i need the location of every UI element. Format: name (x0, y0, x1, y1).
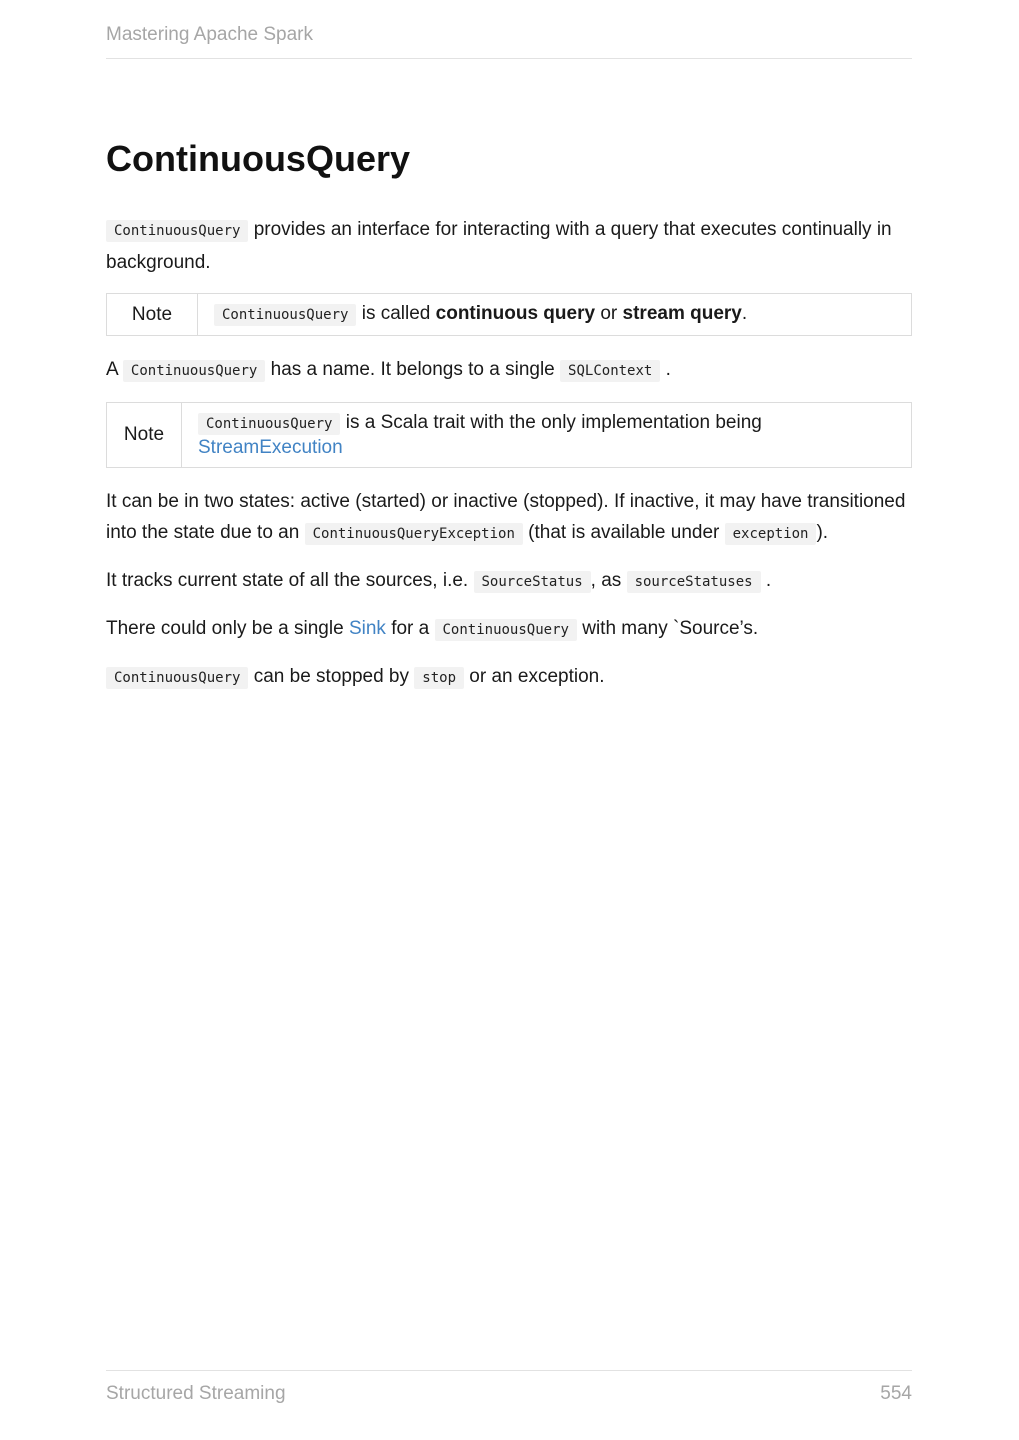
bold-term: stream query (622, 303, 742, 324)
page-number: 554 (880, 1383, 912, 1404)
bold-term: continuous query (435, 303, 596, 324)
running-footer (106, 1370, 912, 1405)
running-header (106, 24, 912, 59)
inline-code: ContinuousQuery (106, 667, 248, 689)
inline-code: ContinuousQueryException (305, 523, 523, 545)
inline-code: ContinuousQuery (198, 413, 340, 435)
page-content (106, 136, 912, 709)
section-name: Structured Streaming (106, 1383, 286, 1404)
note-box-2 (106, 402, 912, 468)
inline-code: stop (414, 667, 464, 689)
inline-code: ContinuousQuery (123, 360, 265, 382)
inline-code: SQLContext (560, 360, 660, 382)
states-paragraph: It can be in two states: active (started) or inactive (stopped). If inactive, it may have transitioned into the state due to an ContinuousQueryException (that is available under exception ). (106, 491, 906, 543)
inline-code: ContinuousQuery (435, 619, 577, 641)
inline-code: ContinuousQuery (106, 220, 248, 242)
name-paragraph: A ContinuousQuery has a name. It belongs to a single SQLContext . (106, 359, 671, 380)
sources-paragraph: It tracks current state of all the sources, i.e. SourceStatus , as sourceStatuses . (106, 570, 772, 591)
inline-code: exception (725, 523, 817, 545)
sink-link[interactable]: Sink (348, 618, 386, 639)
note-label: Note (107, 294, 198, 336)
note-body: ContinuousQuery is called continuous query or stream query. (198, 294, 912, 336)
streamexecution-link[interactable]: StreamExecution (198, 437, 343, 458)
sink-paragraph: There could only be a single Sink for a ContinuousQuery with many `Source’s. (106, 618, 759, 639)
note-box-1 (106, 293, 912, 336)
page-title: ContinuousQuery (106, 138, 410, 179)
inline-code: ContinuousQuery (214, 304, 356, 326)
inline-code: SourceStatus (474, 571, 591, 593)
inline-code: sourceStatuses (627, 571, 761, 593)
book-title: Mastering Apache Spark (106, 24, 314, 45)
note-label: Note (107, 403, 182, 468)
note-body: ContinuousQuery is a Scala trait with the only implementation being StreamExecution (182, 403, 912, 468)
intro-paragraph: ContinuousQuery provides an interface for interacting with a query that executes continually in background. (106, 219, 892, 273)
stop-paragraph: ContinuousQuery can be stopped by stop or an exception. (106, 661, 912, 694)
